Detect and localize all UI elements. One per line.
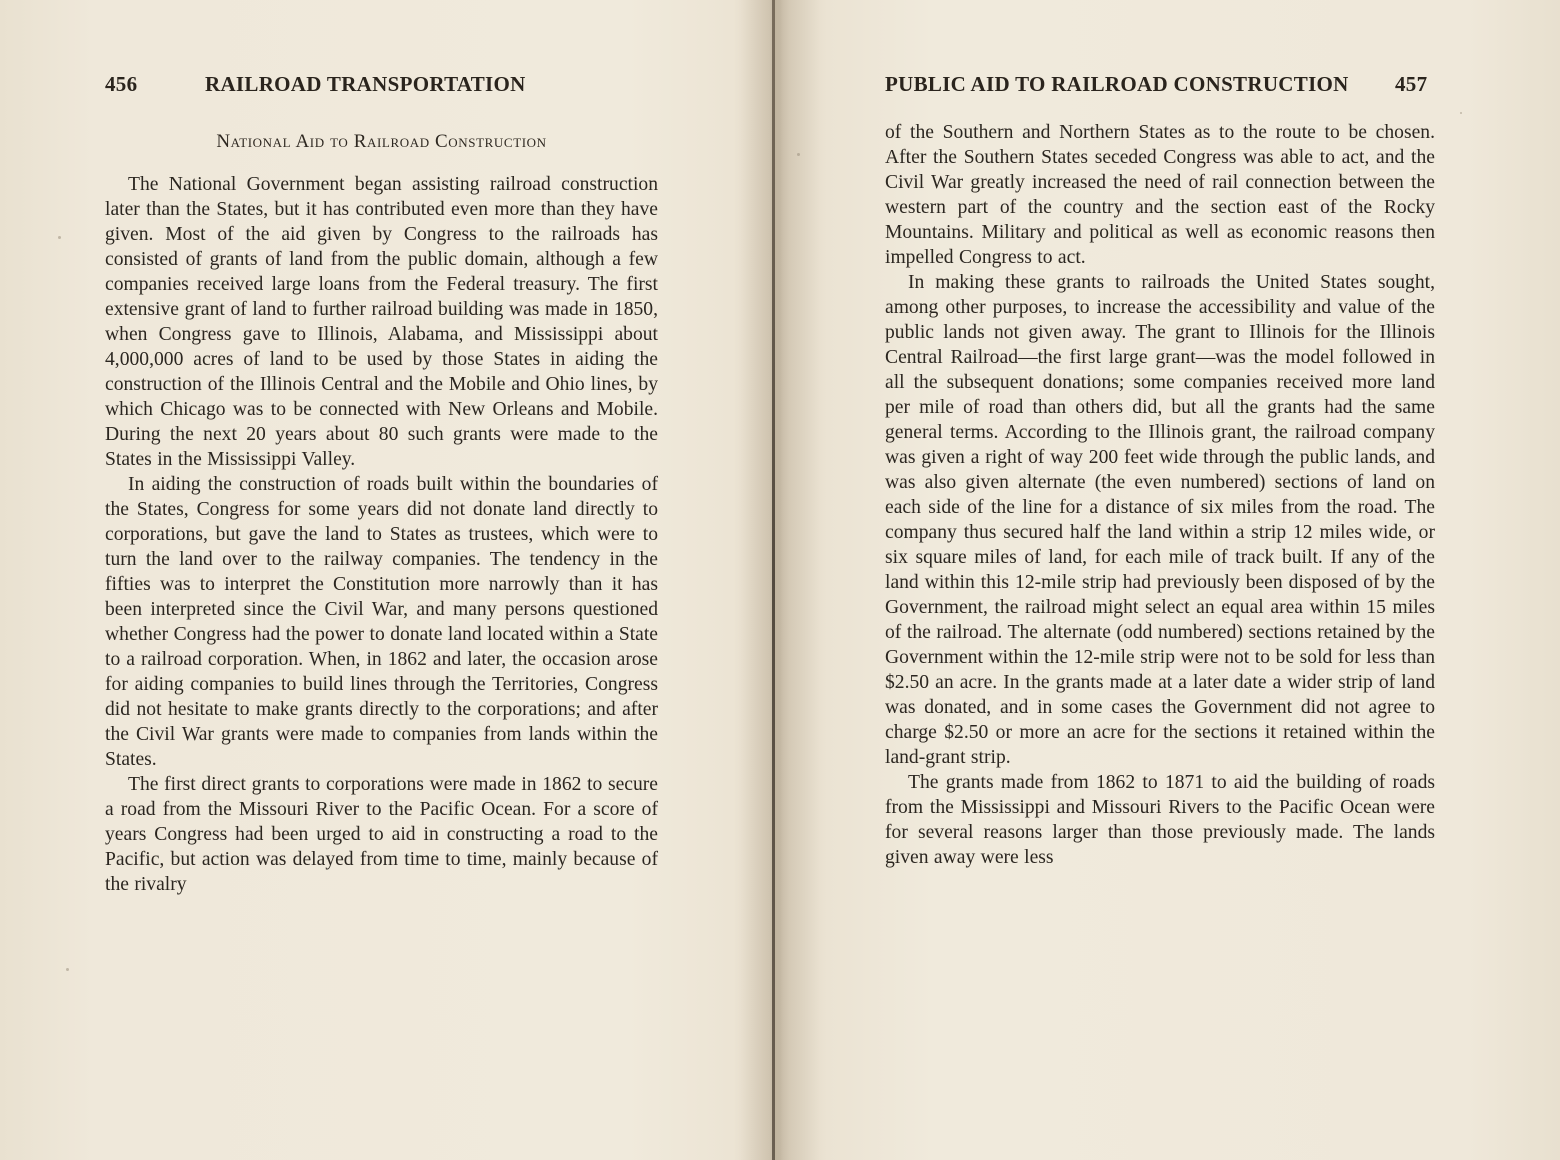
body-text — [105, 172, 658, 897]
running-title: PUBLIC AID TO RAILROAD CONSTRUCTION — [885, 72, 1349, 96]
page-number: 456 — [105, 72, 138, 96]
right-page — [775, 0, 1560, 1160]
left-page — [0, 0, 772, 1160]
body-text — [885, 120, 1435, 870]
paragraph: of the Southern and Northern States as to the route to be chosen. After the Southern States seceded Congress was able to act, and the Civil War greatly increased the need of rail connection between the western part of the country and the section east of the Rocky Mountains. Military and political as well as economic reasons then impelled Congress to act. — [885, 122, 1435, 268]
paragraph: In aiding the construction of roads built within the boundaries of the States, Congress for some years did not donate land directly to corporations, but gave the land to States as trustees, which were to turn the land over to the railway companies. The tendency in the fifties was to interpret the Constitution more narrowly than it has been interpreted since the Civil War, and many persons questioned whether Congress had the power to donate land located within a State to a railroad corporation. When, in 1862 and later, the occasion arose for aiding companies to build lines through the Territories, Congress did not hesitate to make grants directly to the corporations; and after the Civil War grants were made to companies from lands within the States. — [105, 474, 658, 770]
paragraph: The grants made from 1862 to 1871 to aid the building of roads from the Mississippi and Missouri Rivers to the Pacific Ocean were for several reasons larger than those previously made. The lands given away were less — [885, 772, 1435, 868]
paragraph: In making these grants to railroads the United States sought, among other purposes, to increase the accessibility and value of the public lands not given away. The grant to Illinois for the Illinois Central Railroad—the first large grant—was the model followed in all the subsequent donations; some companies received more land per mile of road than others did, but all the grants had the same general terms. According to the Illinois grant, the railroad company was given a right of way 200 feet wide through the public lands, and was also given alternate (the even numbered) sections of land on each side of the line for a distance of six miles from the road. The company thus secured half the land within a strip 12 miles wide, or six square miles of land, for each mile of track built. If any of the land within this 12-mile strip had previously been disposed of by the Government, the railroad might select an equal area within 15 miles of the railroad. The alternate (odd numbered) sections retained by the Government within the 12-mile strip were not to be sold for less than $2.50 an acre. In the grants made at a later date a wider strip of land was donated, and in some cases the Government did not agree to charge $2.50 or more an acre for the sections it retained within the land-grant strip. — [885, 272, 1435, 768]
paragraph: The National Government began assisting railroad construction later than the States, but it has contributed even more than they have given. Most of the aid given by Congress to the railroads has consisted of grants of land from the public domain, although a few companies received large loans from the Federal treasury. The first extensive grant of land to further railroad building was made in 1850, when Congress gave to Illinois, Alabama, and Mississippi about 4,000,000 acres of land to be used by those States in aiding the construction of the Illinois Central and the Mobile and Ohio lines, by which Chicago was to be connected with New Orleans and Mobile. During the next 20 years about 80 such grants were made to the States in the Mississippi Valley. — [105, 174, 658, 470]
running-title: RAILROAD TRANSPORTATION — [205, 72, 526, 96]
section-heading: National Aid to Railroad Construction — [216, 131, 547, 152]
page-number: 457 — [1395, 72, 1428, 96]
paragraph: The first direct grants to corporations were made in 1862 to secure a road from the Missouri River to the Pacific Ocean. For a score of years Congress had been urged to aid in constructing a road to the Pacific, but action was delayed from time to time, mainly because of the rivalry — [105, 774, 658, 895]
